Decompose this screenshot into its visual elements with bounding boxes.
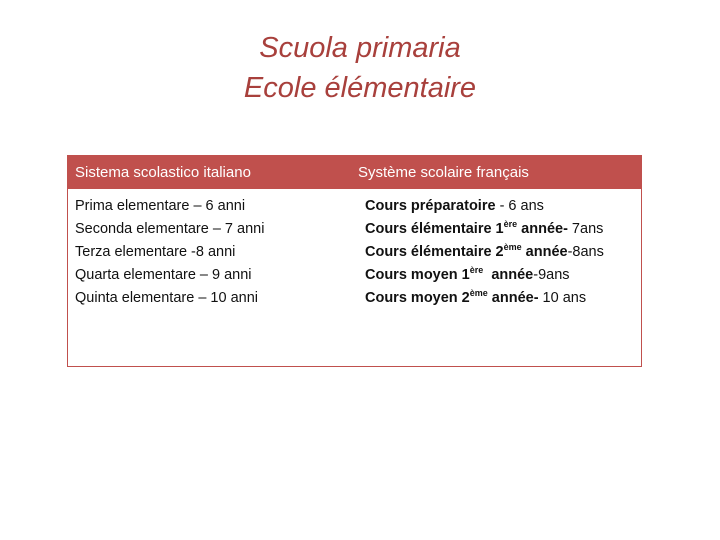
table-header-row bbox=[68, 156, 641, 189]
title-italian: Scuola primaria bbox=[259, 32, 461, 64]
italian-grade-5: Quinta elementare – 10 anni bbox=[75, 290, 258, 306]
table-body-row bbox=[68, 189, 641, 310]
header-italian-system: Sistema scolastico italiano bbox=[75, 164, 251, 181]
french-grade-2: Cours élémentaire 1ère année- 7ans bbox=[365, 219, 604, 237]
slide-title bbox=[0, 28, 720, 108]
school-systems-table bbox=[67, 155, 642, 367]
french-grade-1: Cours préparatoire - 6 ans bbox=[365, 198, 544, 214]
french-grade-5: Cours moyen 2ème année- 10 ans bbox=[365, 288, 587, 306]
french-grade-3: Cours élémentaire 2ème année-8ans bbox=[365, 242, 604, 260]
italian-grade-1: Prima elementare – 6 anni bbox=[75, 198, 246, 214]
italian-grade-4: Quarta elementare – 9 anni bbox=[75, 267, 252, 283]
french-grade-4: Cours moyen 1ère année-9ans bbox=[365, 265, 570, 283]
header-french-system: Système scolaire français bbox=[358, 164, 529, 181]
french-grades-cell bbox=[359, 195, 641, 310]
italian-grades-cell bbox=[68, 195, 359, 310]
italian-grade-2: Seconda elementare – 7 anni bbox=[75, 221, 265, 237]
italian-grade-3: Terza elementare -8 anni bbox=[75, 244, 236, 260]
title-french: Ecole élémentaire bbox=[243, 72, 477, 104]
